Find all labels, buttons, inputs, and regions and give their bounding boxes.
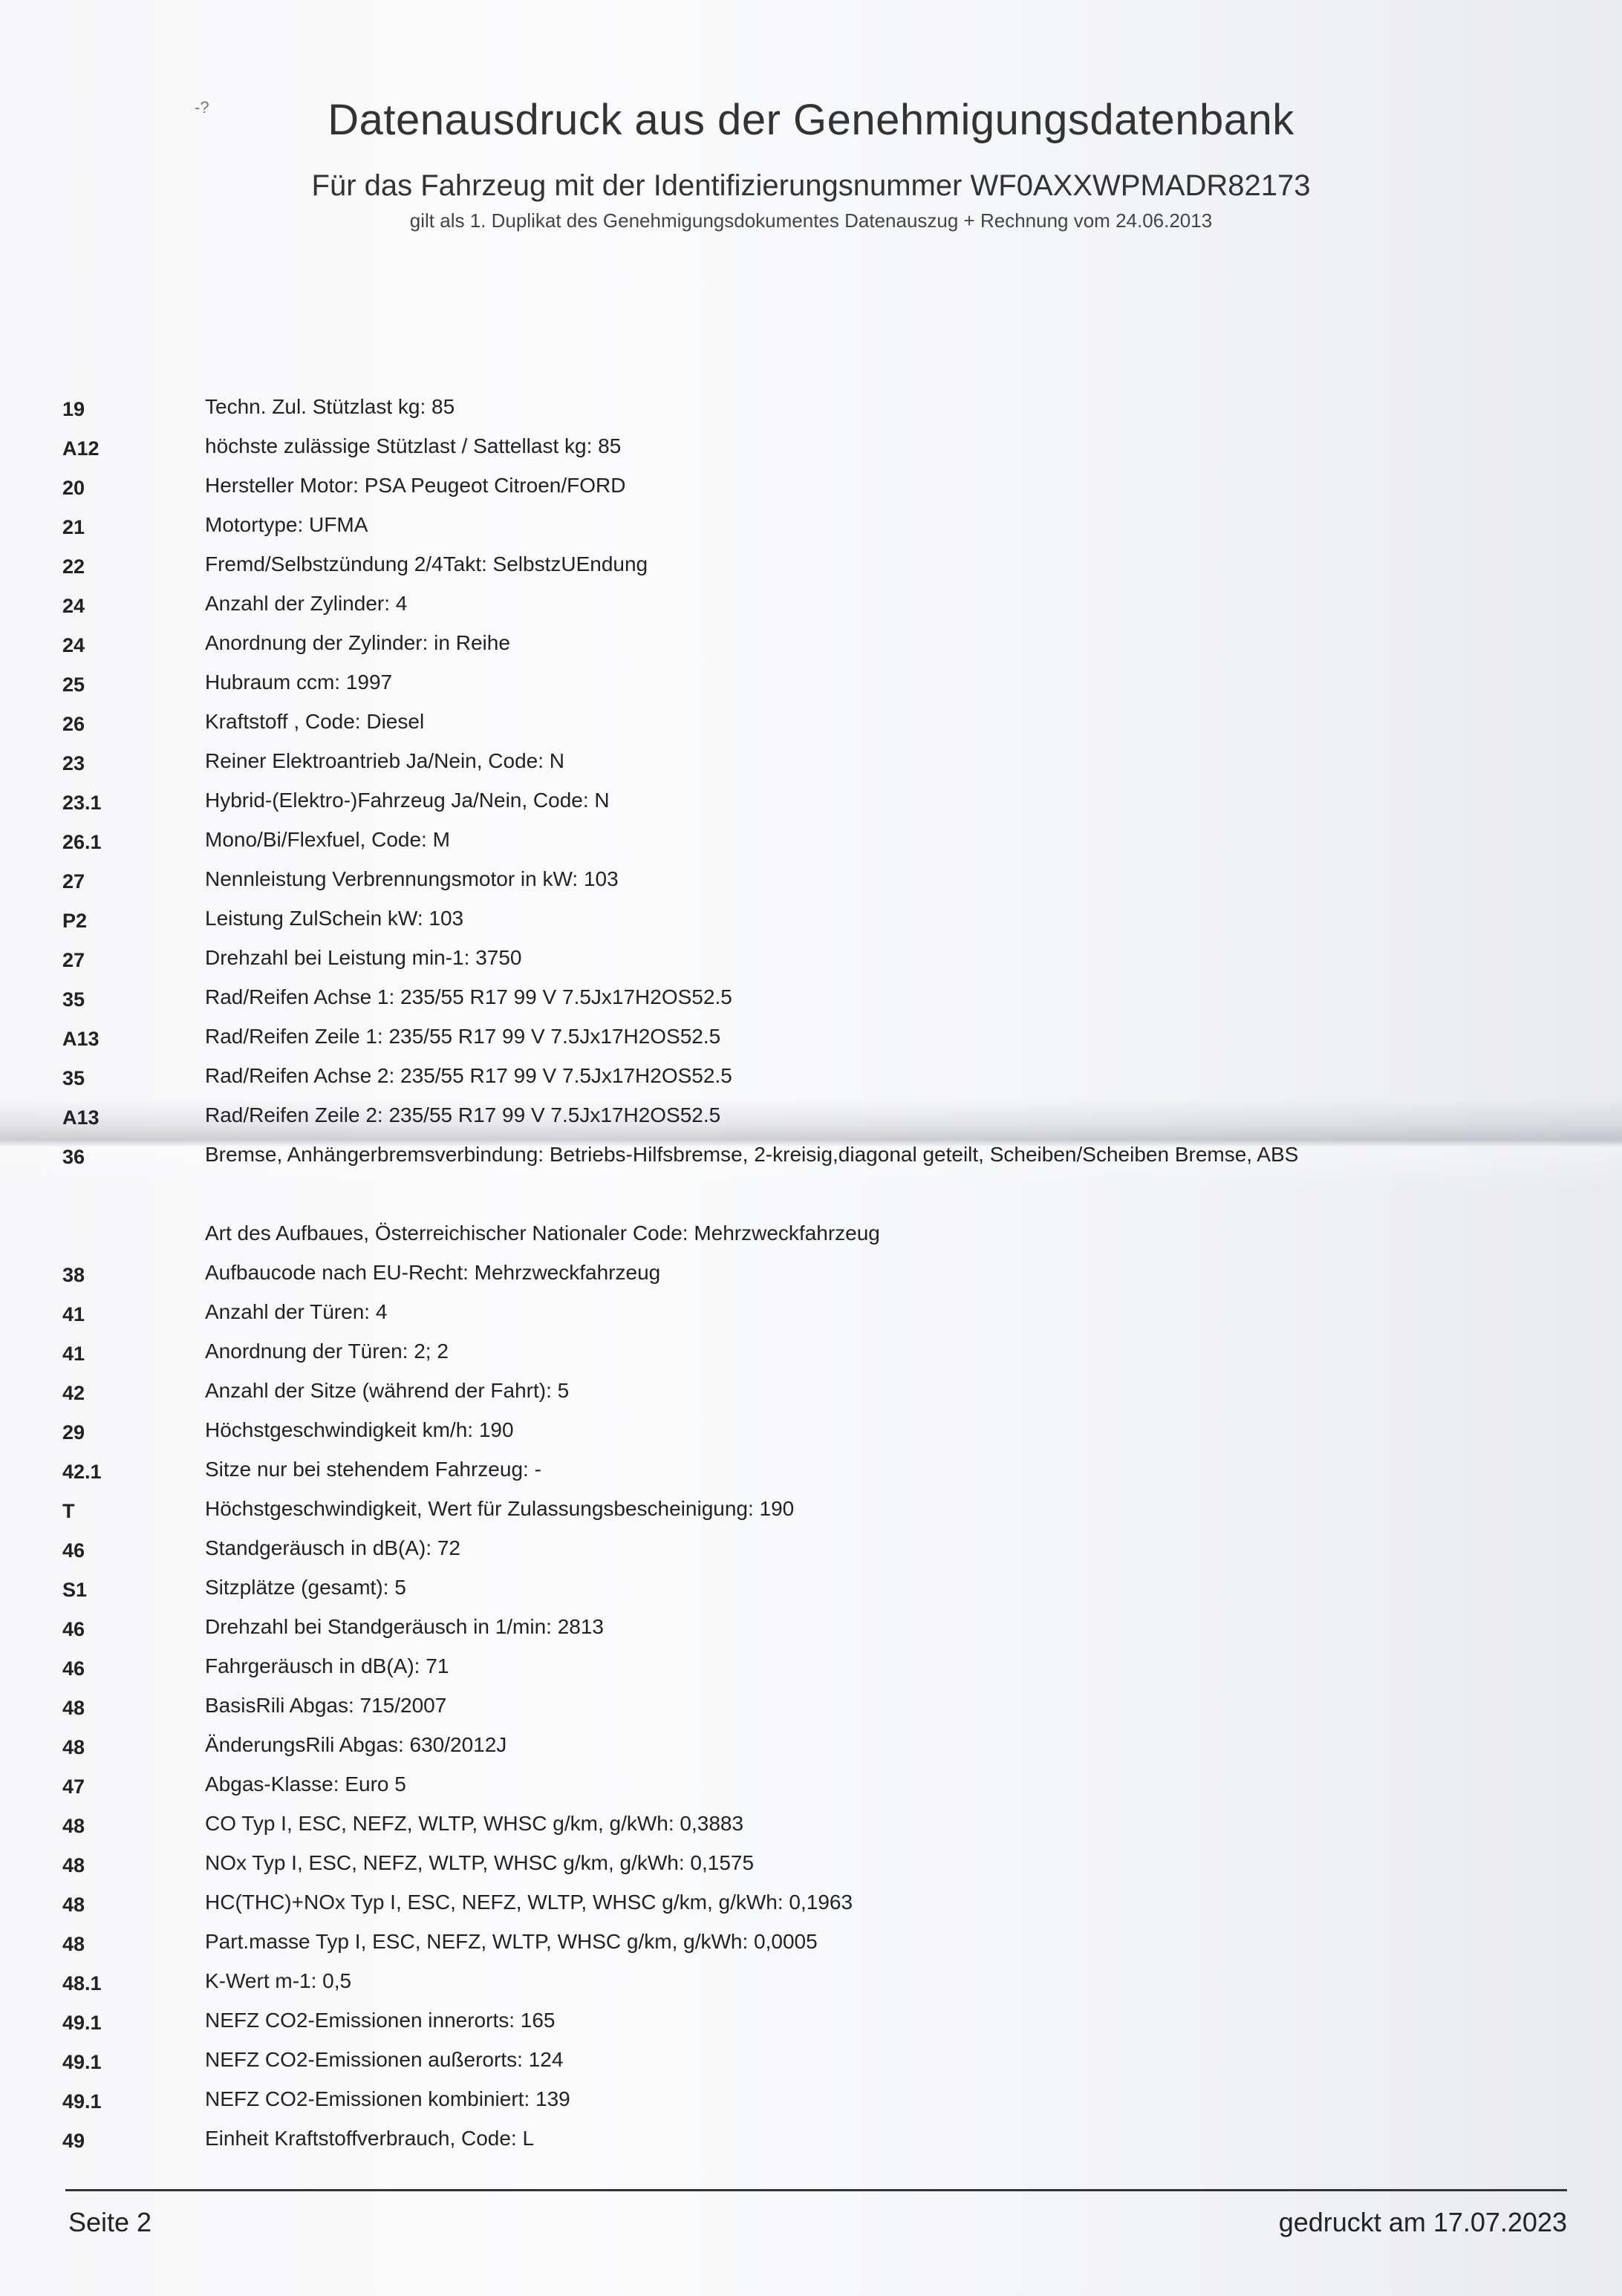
row-code: 48 bbox=[62, 1815, 85, 1837]
row-text: Höchstgeschwindigkeit, Wert für Zulassungsbescheinigung: 190 bbox=[205, 1497, 795, 1520]
table-row bbox=[0, 942, 1622, 981]
table-row bbox=[0, 1925, 1622, 1965]
table-row bbox=[0, 1965, 1622, 2004]
row-code: 42.1 bbox=[62, 1461, 102, 1483]
table-row bbox=[0, 1886, 1622, 1925]
row-code: 48 bbox=[62, 1933, 85, 1955]
table-row bbox=[0, 1020, 1622, 1060]
table-row bbox=[0, 1650, 1622, 1689]
row-text: HC(THC)+NOx Typ I, ESC, NEFZ, WLTP, WHSC g/km, g/kWh: 0,1963 bbox=[205, 1891, 853, 1914]
row-text: Sitzplätze (gesamt): 5 bbox=[205, 1576, 406, 1599]
row-code: 41 bbox=[62, 1303, 85, 1325]
row-code: 27 bbox=[62, 870, 85, 893]
row-text: Techn. Zul. Stützlast kg: 85 bbox=[205, 395, 455, 418]
row-code: 23 bbox=[62, 752, 85, 774]
row-text: Rad/Reifen Zeile 2: 235/55 R17 99 V 7.5Jx17H2OS52.5 bbox=[205, 1103, 721, 1126]
row-text: Höchstgeschwindigkeit km/h: 190 bbox=[205, 1418, 514, 1441]
table-row bbox=[0, 430, 1622, 469]
table-row bbox=[0, 1374, 1622, 1414]
row-code: 26 bbox=[62, 713, 85, 735]
row-text: Hubraum ccm: 1997 bbox=[205, 671, 393, 694]
table-row bbox=[0, 509, 1622, 548]
row-code: P2 bbox=[62, 910, 88, 932]
row-code: 25 bbox=[62, 674, 85, 696]
table-row bbox=[0, 902, 1622, 942]
table-row bbox=[0, 1296, 1622, 1335]
row-text: Kraftstoff , Code: Diesel bbox=[205, 710, 425, 733]
row-code: 48.1 bbox=[62, 1972, 102, 1995]
duplicate-note: gilt als 1. Duplikat des Genehmigungsdokumentes Datenauszug + Rechnung vom 24.06.2013 bbox=[409, 209, 1213, 232]
row-text: Rad/Reifen Achse 2: 235/55 R17 99 V 7.5Jx17H2OS52.5 bbox=[205, 1064, 732, 1087]
row-text: Reiner Elektroantrieb Ja/Nein, Code: N bbox=[205, 749, 565, 772]
row-code: 29 bbox=[62, 1421, 85, 1444]
row-code: 36 bbox=[62, 1146, 85, 1168]
row-code: 22 bbox=[62, 555, 85, 578]
row-code: 42 bbox=[62, 1382, 85, 1404]
row-text: Anzahl der Türen: 4 bbox=[205, 1300, 388, 1323]
row-code: 47 bbox=[62, 1775, 85, 1798]
table-row bbox=[0, 2083, 1622, 2122]
row-code: A13 bbox=[62, 1106, 100, 1129]
row-text: Bremse, Anhängerbremsverbindung: Betriebs-Hilfsbremse, 2-kreisig,diagonal geteilt, Scheiben/Scheiben Bremse, ABS bbox=[205, 1143, 1299, 1166]
row-code: 26.1 bbox=[62, 831, 102, 853]
row-code: 49.1 bbox=[62, 2012, 102, 2034]
table-row bbox=[0, 1414, 1622, 1453]
table-row bbox=[0, 587, 1622, 627]
row-text: Sitze nur bei stehendem Fahrzeug: - bbox=[205, 1458, 541, 1481]
row-code: T bbox=[62, 1500, 75, 1522]
table-row bbox=[0, 2004, 1622, 2044]
row-text: Anordnung der Türen: 2; 2 bbox=[205, 1340, 449, 1363]
table-row bbox=[0, 1847, 1622, 1886]
table-row bbox=[0, 824, 1622, 863]
table-row bbox=[0, 1256, 1622, 1296]
row-text: Drehzahl bei Leistung min-1: 3750 bbox=[205, 946, 522, 969]
table-row bbox=[0, 1807, 1622, 1847]
row-code: 35 bbox=[62, 1067, 85, 1089]
table-row bbox=[0, 1138, 1622, 1217]
table-row bbox=[0, 391, 1622, 430]
table-row bbox=[0, 1453, 1622, 1493]
row-code: S1 bbox=[62, 1579, 88, 1601]
row-code: 49.1 bbox=[62, 2051, 102, 2073]
print-date: gedruckt am 17.07.2023 bbox=[1278, 2207, 1567, 2237]
row-text: Aufbaucode nach EU-Recht: Mehrzweckfahrzeug bbox=[205, 1261, 661, 1284]
table-row bbox=[0, 1571, 1622, 1611]
table-row bbox=[0, 1689, 1622, 1729]
row-code: 21 bbox=[62, 516, 85, 538]
row-text: Abgas-Klasse: Euro 5 bbox=[205, 1772, 406, 1796]
page-title: Datenausdruck aus der Genehmigungsdatenbank bbox=[328, 96, 1294, 144]
row-text: Drehzahl bei Standgeräusch in 1/min: 2813 bbox=[205, 1615, 605, 1638]
row-code: 20 bbox=[62, 477, 85, 499]
table-row bbox=[0, 1532, 1622, 1571]
table-row bbox=[0, 1217, 1622, 1256]
row-code: 23.1 bbox=[62, 792, 102, 814]
row-text: Rad/Reifen Zeile 1: 235/55 R17 99 V 7.5Jx17H2OS52.5 bbox=[205, 1025, 721, 1048]
row-code: 38 bbox=[62, 1264, 85, 1286]
row-code: 46 bbox=[62, 1618, 85, 1640]
row-text: Rad/Reifen Achse 1: 235/55 R17 99 V 7.5Jx17H2OS52.5 bbox=[205, 985, 732, 1008]
row-code: 48 bbox=[62, 1697, 85, 1719]
row-text: K-Wert m-1: 0,5 bbox=[205, 1969, 352, 1992]
row-code: A12 bbox=[62, 437, 100, 460]
row-text: Part.masse Typ I, ESC, NEFZ, WLTP, WHSC g/km, g/kWh: 0,0005 bbox=[205, 1930, 818, 1953]
table-row bbox=[0, 705, 1622, 745]
row-text: höchste zulässige Stützlast / Sattellast kg: 85 bbox=[205, 434, 622, 457]
row-text: NEFZ CO2-Emissionen kombiniert: 139 bbox=[205, 2087, 570, 2110]
row-text: Anzahl der Sitze (während der Fahrt): 5 bbox=[205, 1379, 570, 1402]
row-text: Hersteller Motor: PSA Peugeot Citroen/FORD bbox=[205, 474, 626, 497]
row-code: 41 bbox=[62, 1343, 85, 1365]
row-code: A13 bbox=[62, 1028, 100, 1050]
page-number: Seite 2 bbox=[68, 2207, 152, 2237]
row-code: 48 bbox=[62, 1736, 85, 1758]
table-row bbox=[0, 981, 1622, 1020]
table-row bbox=[0, 1060, 1622, 1099]
table-row bbox=[0, 784, 1622, 824]
row-text: NOx Typ I, ESC, NEFZ, WLTP, WHSC g/km, g/kWh: 0,1575 bbox=[205, 1851, 755, 1874]
row-code: 27 bbox=[62, 949, 85, 971]
table-row bbox=[0, 1611, 1622, 1650]
table-row bbox=[0, 469, 1622, 509]
row-text: BasisRili Abgas: 715/2007 bbox=[205, 1694, 447, 1717]
row-code: 49 bbox=[62, 2130, 85, 2152]
table-row bbox=[0, 1493, 1622, 1532]
row-code: 35 bbox=[62, 988, 85, 1011]
vehicle-id-subtitle: Für das Fahrzeug mit der Identifizierungsnummer WF0AXXWPMADR82173 bbox=[311, 169, 1311, 202]
row-text: Standgeräusch in dB(A): 72 bbox=[205, 1536, 460, 1559]
row-text: Motortype: UFMA bbox=[205, 513, 368, 536]
row-text: Einheit Kraftstoffverbrauch, Code: L bbox=[205, 2127, 535, 2150]
row-text: Mono/Bi/Flexfuel, Code: M bbox=[205, 828, 450, 851]
footer-divider bbox=[65, 2189, 1567, 2191]
row-text: Art des Aufbaues, Österreichischer Nationaler Code: Mehrzweckfahrzeug bbox=[205, 1222, 880, 1245]
table-row bbox=[0, 1729, 1622, 1768]
table-row bbox=[0, 2044, 1622, 2083]
table-row bbox=[0, 2122, 1622, 2162]
row-code: 24 bbox=[62, 634, 85, 656]
row-text: ÄnderungsRili Abgas: 630/2012J bbox=[205, 1733, 507, 1756]
data-rows bbox=[0, 391, 1622, 2162]
table-row bbox=[0, 666, 1622, 705]
row-code: 48 bbox=[62, 1854, 85, 1876]
row-code: 46 bbox=[62, 1657, 85, 1680]
row-code: 46 bbox=[62, 1539, 85, 1562]
row-code: 24 bbox=[62, 595, 85, 617]
row-text: Fremd/Selbstzündung 2/4Takt: SelbstzUEndung bbox=[205, 552, 648, 575]
table-row bbox=[0, 745, 1622, 784]
table-row bbox=[0, 1099, 1622, 1138]
table-row bbox=[0, 1335, 1622, 1374]
row-code: 49.1 bbox=[62, 2090, 102, 2113]
row-text: Anordnung der Zylinder: in Reihe bbox=[205, 631, 510, 654]
handwritten-mark: -? bbox=[195, 98, 209, 117]
row-text: CO Typ I, ESC, NEFZ, WLTP, WHSC g/km, g/kWh: 0,3883 bbox=[205, 1812, 744, 1835]
row-text: Nennleistung Verbrennungsmotor in kW: 103 bbox=[205, 867, 619, 890]
row-text: Fahrgeräusch in dB(A): 71 bbox=[205, 1654, 449, 1677]
row-text: Anzahl der Zylinder: 4 bbox=[205, 592, 408, 615]
table-row bbox=[0, 863, 1622, 902]
row-text: Hybrid-(Elektro-)Fahrzeug Ja/Nein, Code: N bbox=[205, 789, 610, 812]
row-code: 48 bbox=[62, 1894, 85, 1916]
table-row bbox=[0, 548, 1622, 587]
row-text: Leistung ZulSchein kW: 103 bbox=[205, 907, 464, 930]
row-text: NEFZ CO2-Emissionen außerorts: 124 bbox=[205, 2048, 564, 2071]
table-row bbox=[0, 1768, 1622, 1807]
table-row bbox=[0, 627, 1622, 666]
row-text: NEFZ CO2-Emissionen innerorts: 165 bbox=[205, 2009, 556, 2032]
row-code: 19 bbox=[62, 398, 85, 420]
